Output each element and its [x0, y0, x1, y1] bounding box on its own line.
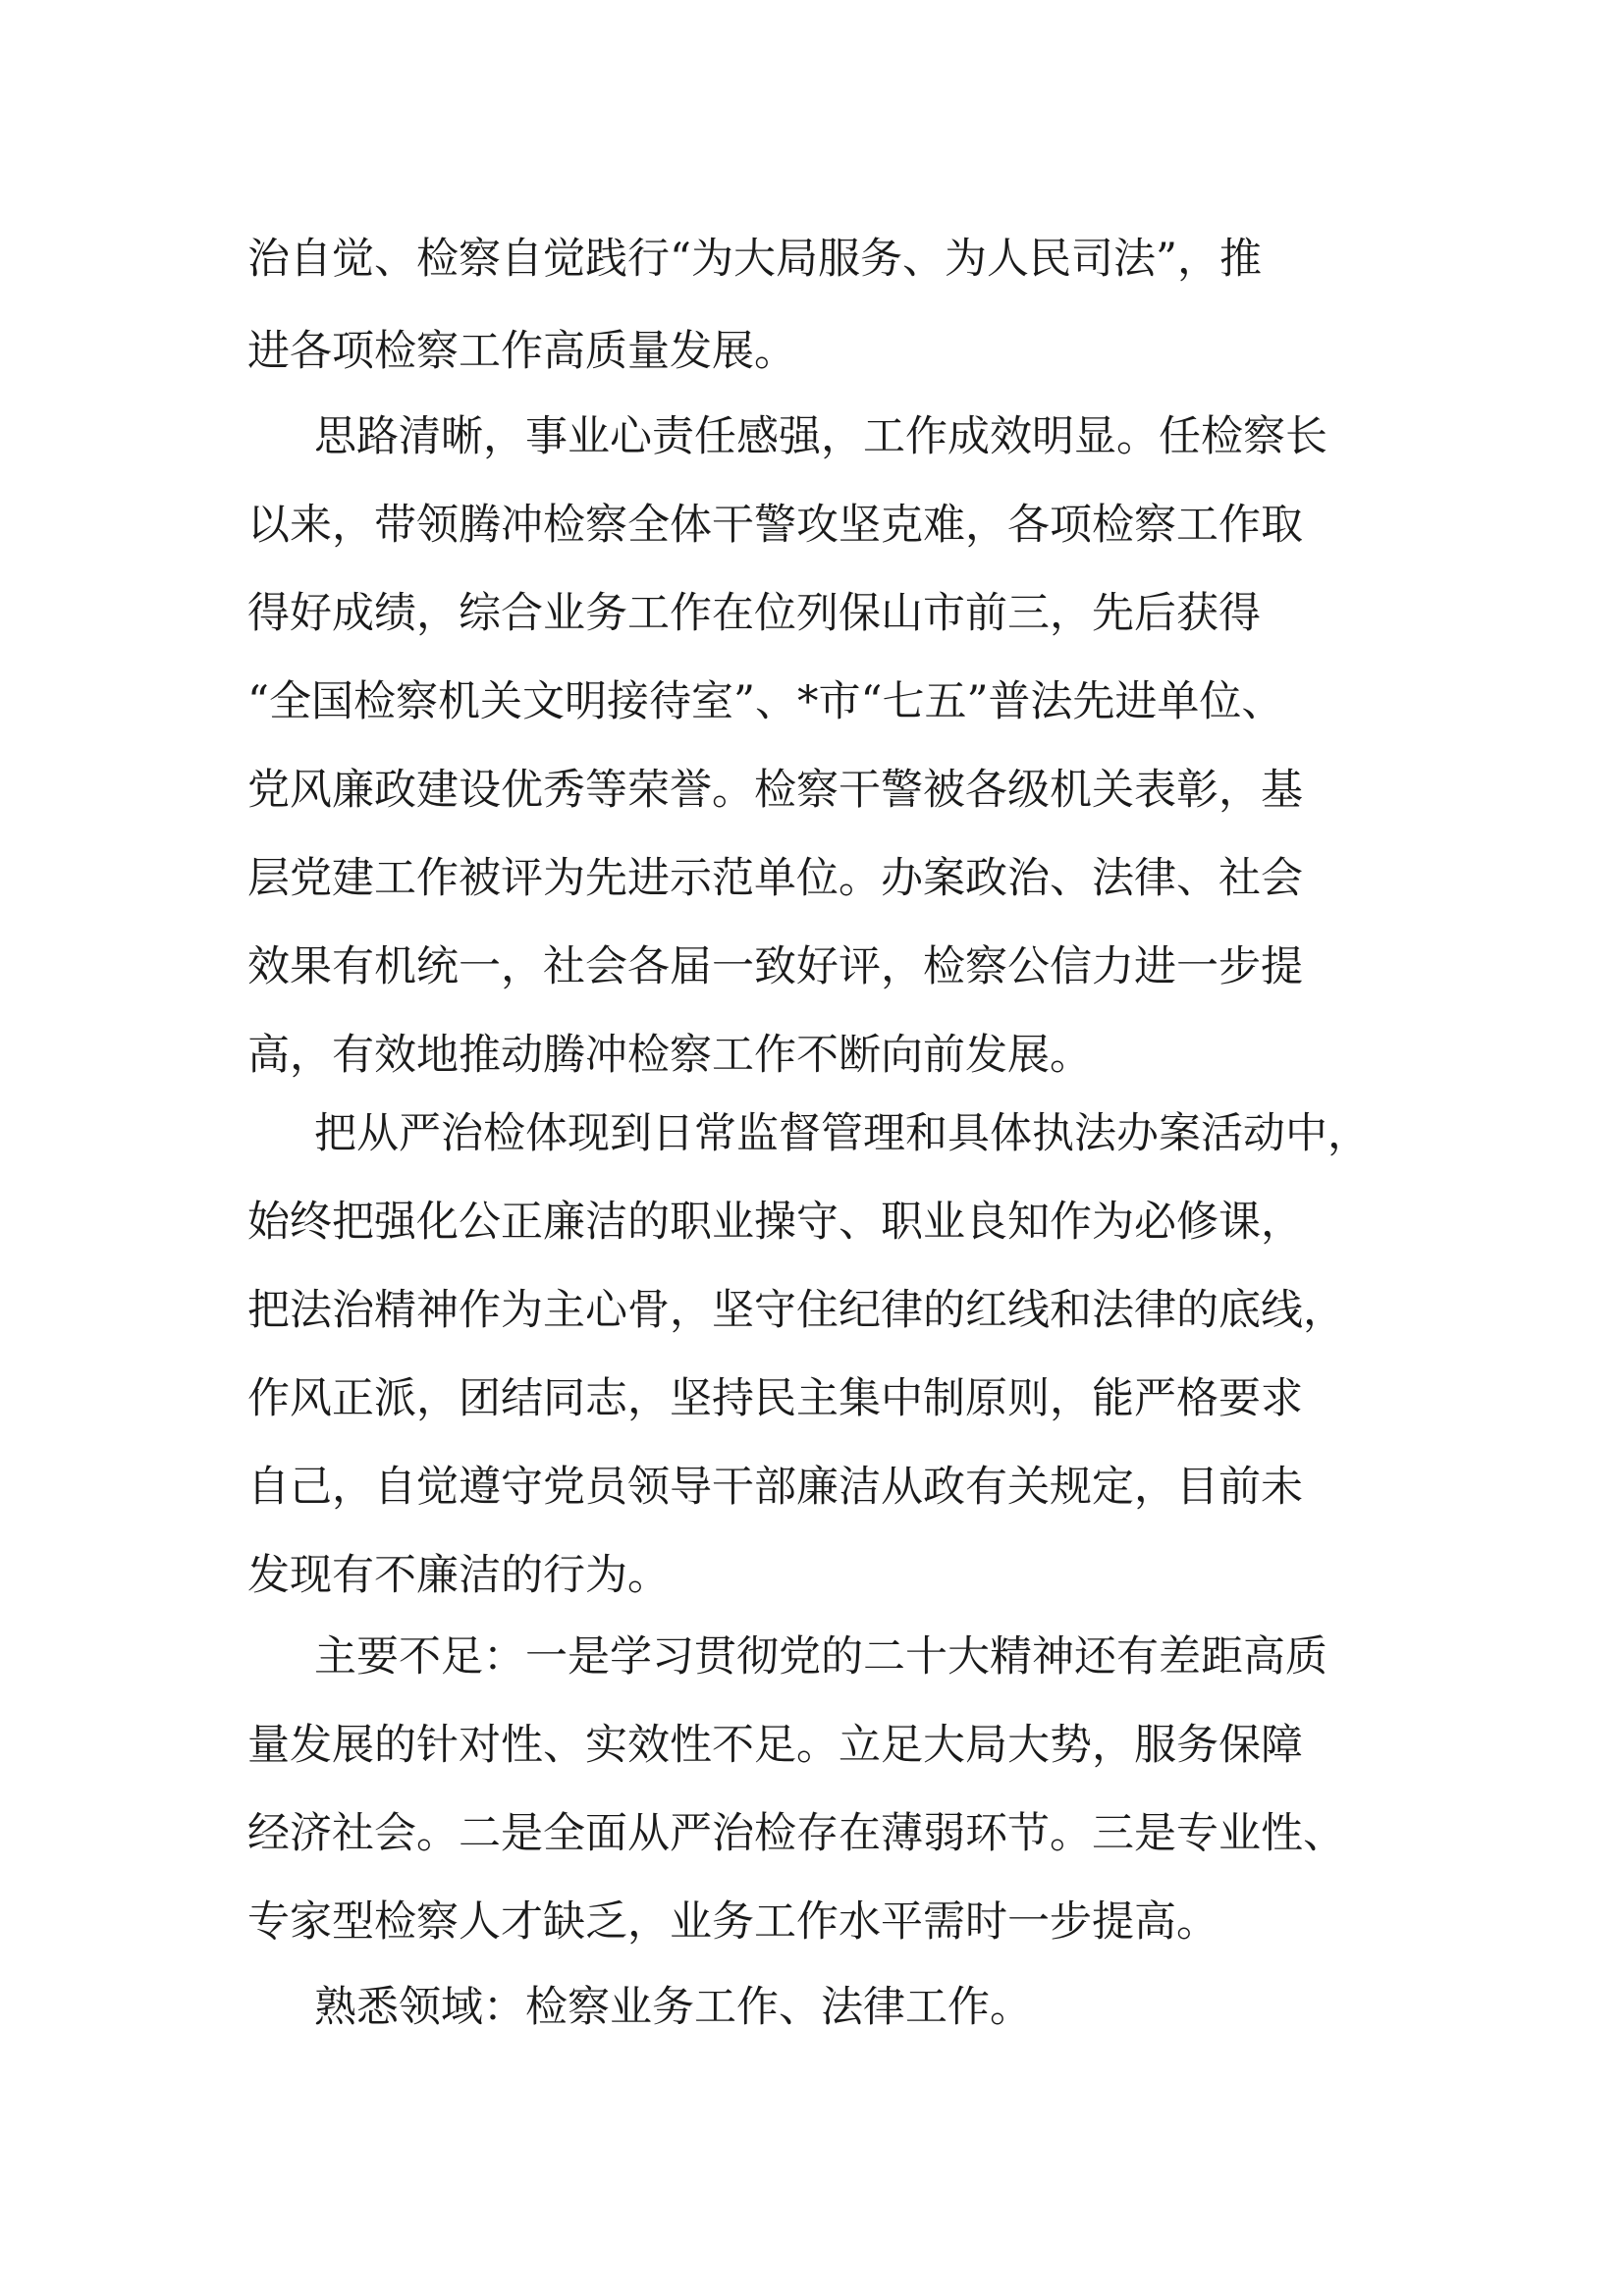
paragraph-5-line-1: 熟悉领域：检察业务工作、法律工作。	[314, 1983, 1032, 2032]
paragraph-3-line-2: 始终把强化公正廉洁的职业操守、职业良知作为必修课，	[247, 1198, 1303, 1247]
paragraph-3-line-5: 自己，自觉遵守党员领导干部廉洁从政有关规定，目前未	[247, 1463, 1303, 1512]
paragraph-2-line-1: 思路清晰，事业心责任感强，工作成效明显。任检察长	[314, 412, 1327, 461]
paragraph-3-line-3: 把法治精神作为主心骨，坚守住纪律的红线和法律的底线，	[247, 1286, 1345, 1335]
paragraph-2-line-8: 高，有效地推动腾冲检察工作不断向前发展。	[247, 1031, 1092, 1080]
paragraph-2-line-6: 层党建工作被评为先进示范单位。办案政治、法律、社会	[247, 854, 1303, 903]
paragraph-3-line-1: 把从严治检体现到日常监督管理和具体执法办案活动中，	[314, 1109, 1370, 1158]
paragraph-3-line-4: 作风正派，团结同志，坚持民主集中制原则，能严格要求	[247, 1374, 1303, 1423]
paragraph-2-line-2: 以来，带领腾冲检察全体干警攻坚克难，各项检察工作取	[247, 501, 1303, 550]
paragraph-2-line-7: 效果有机统一，社会各届一致好评，检察公信力进一步提	[247, 942, 1303, 991]
paragraph-4-line-3: 经济社会。二是全面从严治检存在薄弱环节。三是专业性、	[247, 1809, 1345, 1858]
paragraph-4-line-2: 量发展的针对性、实效性不足。立足大局大势，服务保障	[247, 1721, 1303, 1770]
paragraph-2-line-3: 得好成绩，综合业务工作在位列保山市前三，先后获得	[247, 589, 1261, 638]
paragraph-2-line-5: 党风廉政建设优秀等荣誉。检察干警被各级机关表彰，基	[247, 766, 1303, 815]
paragraph-3-line-6: 发现有不廉洁的行为。	[247, 1551, 670, 1600]
paragraph-4-line-4: 专家型检察人才缺乏，业务工作水平需时一步提高。	[247, 1897, 1218, 1947]
paragraph-2-line-4: “全国检察机关文明接待室”、*市“七五”普法先进单位、	[247, 677, 1284, 726]
paragraph-1-line-1: 治自觉、检察自觉践行“为大局服务、为人民司法”，推	[247, 235, 1262, 284]
paragraph-4-line-1: 主要不足：一是学习贯彻党的二十大精神还有差距高质	[314, 1632, 1327, 1682]
paragraph-1-line-2: 进各项检察工作高质量发展。	[247, 327, 796, 376]
